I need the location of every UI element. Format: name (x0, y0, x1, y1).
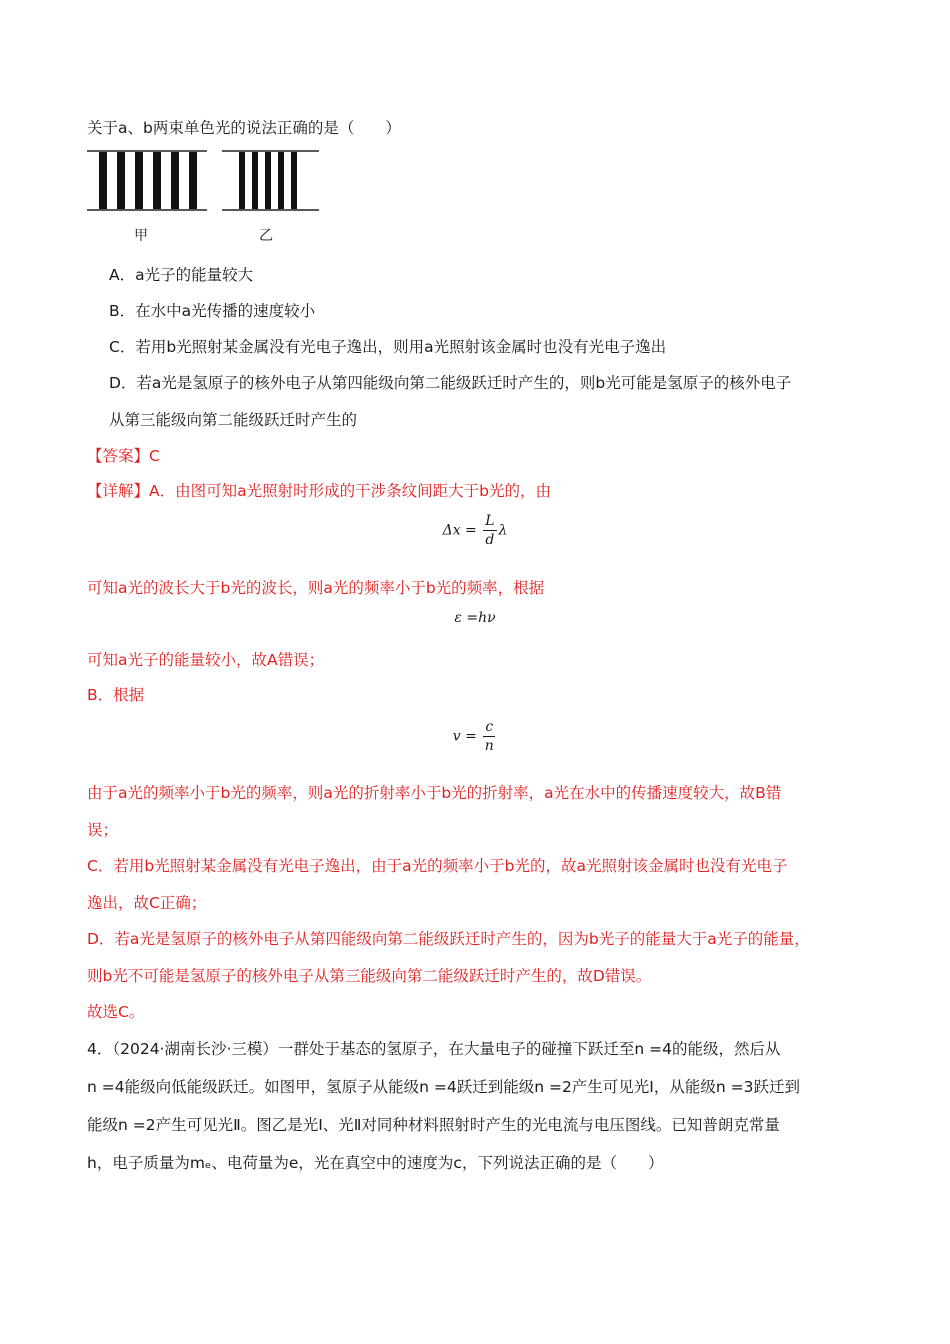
option-c: C．若用b光照射某金属没有光电子逸出，则用a光照射该金属时也没有光电子逸出 (109, 338, 667, 356)
analysis-line-9: D．若a光是氢原子的核外电子从第四能级向第二能级跃迁时产生的，因为b光子的能量大于a光子的能量， (87, 930, 810, 948)
analysis-line-1: 【详解】A．由图可知a光照射时形成的干涉条纹间距大于b光的，由 (87, 482, 551, 500)
answer-label: 【答案】C (87, 447, 160, 465)
option-a: A．a光子的能量较大 (109, 266, 254, 284)
analysis-line-3: 可知a光子的能量较小，故A错误； (87, 651, 325, 669)
fraction-l-over-d (483, 512, 496, 549)
question-4-line-3: 能级n =2产生可见光Ⅱ。图乙是光Ⅰ、光Ⅱ对同种材料照射时产生的光电流与电压图线。已知普朗克常量 (87, 1116, 780, 1134)
fringe-pattern-yi (222, 148, 319, 214)
option-d-continued: 从第三能级向第二能级跃迁时产生的 (109, 411, 358, 429)
option-d: D．若a光是氢原子的核外电子从第四能级向第二能级跃迁时产生的，则b光可能是氢原子的核外电子 (109, 374, 792, 392)
fraction-denominator: d (485, 532, 495, 548)
fraction-c-over-n (483, 718, 495, 755)
analysis-line-10: 则b光不可能是氢原子的核外电子从第三能级向第二能级跃迁时产生的，故D错误。 (87, 967, 652, 985)
fraction-denominator: n (484, 738, 494, 754)
fraction-numerator: c (485, 719, 494, 735)
figure-label-yi: 乙 (259, 228, 273, 244)
formula-photon-energy: ε =hν (454, 610, 496, 626)
analysis-line-2: 可知a光的波长大于b光的波长，则a光的频率小于b光的频率，根据 (87, 579, 545, 597)
fringe-pattern-jia (87, 148, 207, 214)
analysis-line-8: 逸出，故C正确； (87, 894, 207, 912)
analysis-line-6: 误； (87, 821, 119, 839)
analysis-line-7: C．若用b光照射某金属没有光电子逸出，由于a光的频率小于b光的，故a光照射该金属时也没有光电子 (87, 857, 788, 875)
analysis-line-5: 由于a光的频率小于b光的频率，则a光的折射率小于b光的折射率，a光在水中的传播速度较大，故B错 (87, 784, 782, 802)
formula-lhs: v = (452, 728, 477, 745)
question-4-line-2: n =4能级向低能级跃迁。如图甲，氢原子从能级n =4跃迁到能级n =2产生可见光Ⅰ，从能级n =3跃迁到 (87, 1078, 800, 1096)
analysis-line-4: B．根据 (87, 686, 145, 704)
formula-light-speed (0, 718, 950, 755)
figure-label-jia: 甲 (134, 228, 148, 244)
option-b: B．在水中a光传播的速度较小 (109, 302, 316, 320)
analysis-line-11: 故选C。 (87, 1003, 145, 1021)
formula-lhs: Δx = (442, 522, 477, 539)
formula-fringe-spacing (0, 512, 950, 549)
question-4-line-1: 4．（2024·湖南长沙·三模）一群处于基态的氢原子，在大量电子的碰撞下跃迁至n =4的能级，然后从 (87, 1040, 781, 1058)
formula-lambda: λ (498, 522, 508, 539)
question-4-line-4: h，电子质量为mₑ、电荷量为e，光在真空中的速度为c，下列说法正确的是（ ） (87, 1154, 664, 1172)
question-stem: 关于a、b两束单色光的说法正确的是（ ） (87, 119, 401, 137)
fraction-numerator: L (485, 513, 495, 529)
